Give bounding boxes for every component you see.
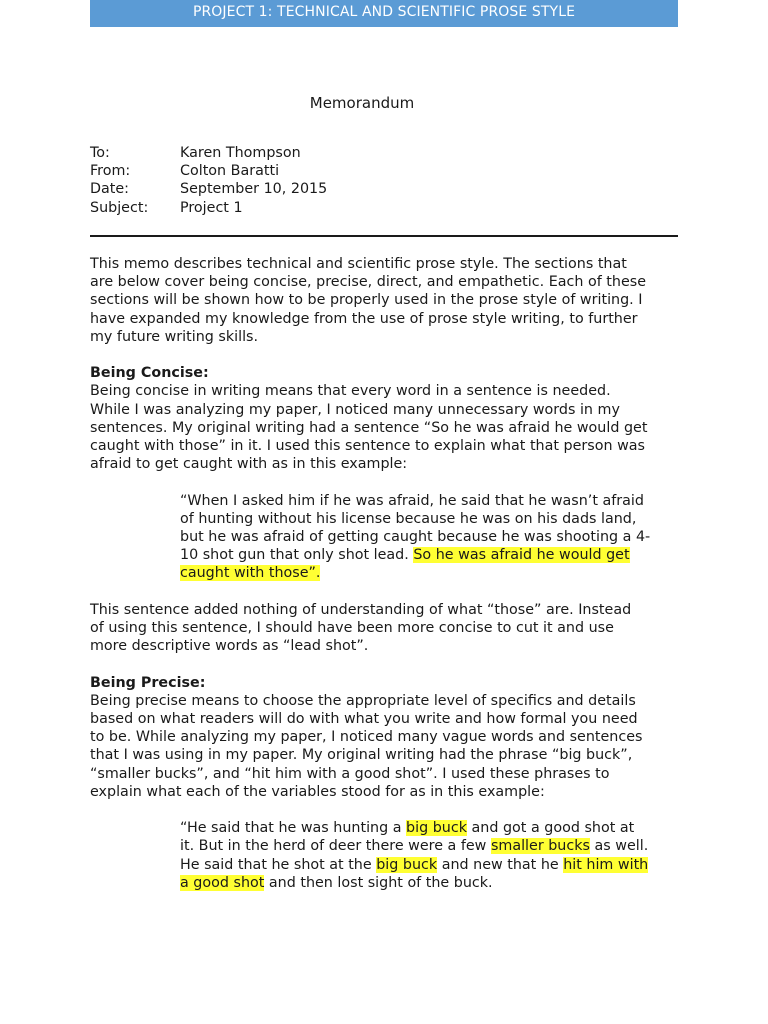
- text-line: “smaller bucks”, and “hit him with a good shot”. I used these phrases to: [90, 765, 610, 782]
- text-line: more descriptive words as “lead shot”.: [90, 638, 369, 655]
- highlighted-text: So he was afraid he would get: [413, 547, 630, 564]
- memo-label: Date:: [90, 181, 129, 198]
- text-line: Being precise means to choose the appropriate level of specifics and details: [90, 692, 636, 709]
- memo-label: From:: [90, 163, 131, 180]
- text-line: Being concise in writing means that every word in a sentence is needed.: [90, 383, 611, 400]
- quote-text: and new that he: [437, 856, 564, 873]
- text-line: sections will be shown how to be properly used in the prose style of writing. I: [90, 292, 643, 309]
- text-line: This sentence added nothing of understanding of what “those” are. Instead: [90, 601, 632, 618]
- header-divider: [90, 235, 678, 237]
- memo-fields: [90, 144, 678, 217]
- concise-example-quote: [90, 492, 682, 583]
- memo-row-from: [90, 162, 678, 180]
- quote-line: of hunting without his license because he was on his dads land,: [180, 510, 637, 527]
- memo-value: Colton Baratti: [180, 163, 280, 180]
- memo-value: Karen Thompson: [180, 145, 301, 161]
- text-line: my future writing skills.: [90, 328, 259, 345]
- concise-paragraph: [90, 382, 682, 473]
- memo-label: To:: [90, 145, 110, 161]
- highlighted-text: smaller bucks: [490, 838, 590, 855]
- text-line: that I was using in my paper. My original writing had the phrase “big buck”,: [90, 747, 633, 764]
- text-line: While I was analyzing my paper, I noticed many unnecessary words in my: [90, 401, 620, 418]
- text-line: This memo describes technical and scientific prose style. The sections that: [90, 256, 627, 272]
- section-heading-concise: Being Concise:: [90, 365, 209, 382]
- memo-row-date: [90, 180, 678, 198]
- quote-text: and then lost sight of the buck.: [264, 874, 493, 891]
- quote-line: [180, 819, 682, 837]
- text-line: explain what each of the variables stood for as in this example:: [90, 783, 545, 800]
- intro-paragraph: [90, 255, 682, 346]
- highlighted-text: a good shot: [180, 874, 265, 891]
- quote-text: “He said that he was hunting a: [180, 820, 407, 837]
- memo-row-subject: [90, 199, 678, 217]
- memo-row-to: [90, 144, 678, 162]
- highlighted-text: caught with those”.: [180, 565, 321, 582]
- text-line: caught with those” in it. I used this sentence to explain what that person was: [90, 438, 645, 455]
- quote-text: 10 shot gun that only shot lead.: [180, 547, 414, 564]
- text-line: have expanded my knowledge from the use of prose style writing, to further: [90, 310, 638, 327]
- quote-line: [180, 564, 682, 582]
- quote-line: [180, 837, 682, 855]
- quote-text: and got a good shot at: [467, 820, 635, 837]
- precise-paragraph: [90, 692, 682, 801]
- quote-line: [180, 856, 682, 874]
- quote-line: [180, 546, 682, 564]
- text-line: afraid to get caught with as in this example:: [90, 456, 408, 473]
- header-banner: PROJECT 1: TECHNICAL AND SCIENTIFIC PROSE STYLE: [90, 0, 678, 27]
- text-line: of using this sentence, I should have been more concise to cut it and use: [90, 620, 614, 637]
- text-line: to be. While analyzing my paper, I noticed many vague words and sentences: [90, 729, 643, 746]
- quote-line: “When I asked him if he was afraid, he said that he wasn’t afraid: [180, 492, 644, 509]
- highlighted-text: big buck: [376, 856, 438, 873]
- memo-body: [90, 255, 682, 892]
- text-line: sentences. My original writing had a sentence “So he was afraid he would get: [90, 419, 648, 436]
- memo-value: Project 1: [180, 199, 243, 216]
- text-line: are below cover being concise, precise, direct, and empathetic. Each of these: [90, 274, 646, 291]
- quote-text: it. But in the herd of deer there were a few: [180, 838, 491, 855]
- memo-value: September 10, 2015: [180, 181, 328, 198]
- quote-text: He said that he shot at the: [180, 856, 377, 873]
- memo-label: Subject:: [90, 199, 149, 216]
- highlighted-text: hit him with: [563, 856, 649, 873]
- precise-example-quote: [90, 819, 682, 892]
- quote-line: [180, 874, 682, 892]
- section-heading-precise: Being Precise:: [90, 674, 206, 691]
- quote-line: but he was afraid of getting caught because he was shooting a 4-: [180, 529, 651, 546]
- concise-followup-paragraph: [90, 601, 682, 656]
- memo-title: Memorandum: [309, 94, 415, 112]
- quote-text: as well.: [589, 838, 649, 855]
- highlighted-text: big buck: [406, 820, 467, 837]
- text-line: based on what readers will do with what you write and how formal you need: [90, 711, 638, 728]
